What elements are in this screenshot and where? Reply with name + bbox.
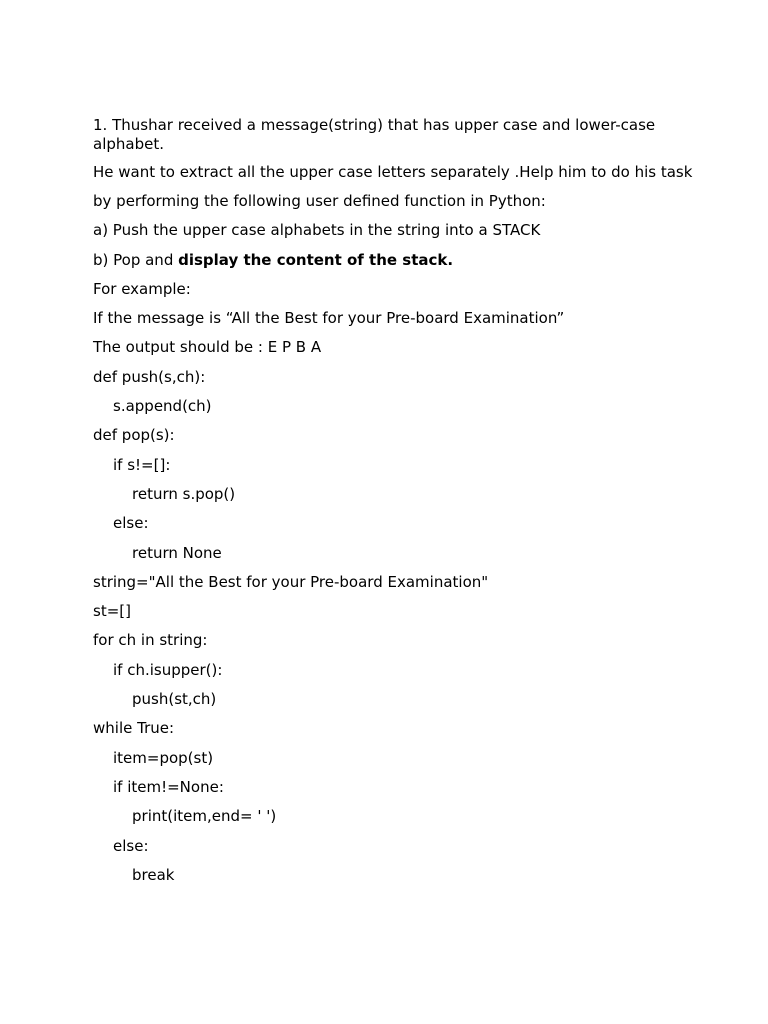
code-line: while True: <box>93 719 175 738</box>
code-line: if s!=[]: <box>113 455 171 474</box>
option-b-bold: display the content of the stack. <box>178 250 454 269</box>
code-line: return s.pop() <box>132 484 236 503</box>
code-line: item=pop(st) <box>113 748 214 767</box>
code-line: return None <box>132 543 222 562</box>
code-line: else: <box>113 836 149 855</box>
document-page <box>93 116 693 895</box>
code-line: def push(s,ch): <box>93 367 206 386</box>
option-b-prefix: b) Pop and <box>93 250 179 269</box>
code-line: push(st,ch) <box>132 690 217 709</box>
question-intro: 1. Thushar received a message(string) that has upper case and lower-case alphabet. <box>93 116 656 153</box>
code-line: string="All the Best for your Pre-board Examination" <box>93 572 489 591</box>
option-a: a) Push the upper case alphabets in the string into a STACK <box>93 221 541 240</box>
code-line: if item!=None: <box>113 777 224 796</box>
example-label: For example: <box>93 279 191 298</box>
question-task: He want to extract all the upper case letters separately .Help him to do his task <box>93 163 693 181</box>
code-line: def pop(s): <box>93 426 175 445</box>
example-message: If the message is “All the Best for your Pre-board Examination” <box>93 309 565 328</box>
question-instruction: by performing the following user defined function in Python: <box>93 192 546 210</box>
example-output: The output should be : E P B A <box>93 338 322 357</box>
code-line: else: <box>113 514 149 533</box>
code-line: for ch in string: <box>93 631 208 650</box>
option-b <box>93 251 693 270</box>
code-line: break <box>132 865 175 884</box>
code-line: st=[] <box>93 602 131 621</box>
code-line: if ch.isupper(): <box>113 660 223 679</box>
code-line: print(item,end= ' ') <box>132 807 277 826</box>
code-line: s.append(ch) <box>113 397 212 416</box>
